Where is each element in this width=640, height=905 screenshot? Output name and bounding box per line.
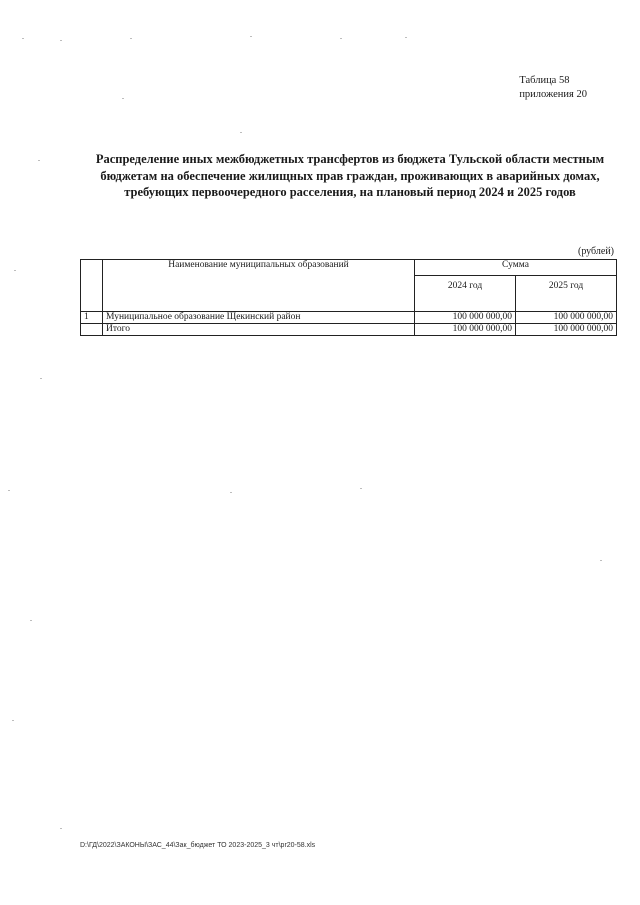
transfers-table bbox=[80, 259, 617, 336]
scan-speck bbox=[130, 38, 132, 39]
appendix-label: приложения 20 bbox=[519, 89, 587, 100]
table-reference bbox=[519, 74, 587, 102]
table-header-row-1 bbox=[81, 260, 617, 276]
row-value-2025: 100 000 000,00 bbox=[516, 312, 617, 324]
scan-speck bbox=[30, 620, 32, 621]
total-row bbox=[81, 324, 617, 336]
scan-speck bbox=[122, 98, 124, 99]
header-municipality-name: Наименование муниципальных образований bbox=[103, 260, 415, 312]
table-number-label: Таблица 58 bbox=[519, 75, 570, 86]
title-line-3: требующих первоочередного расселения, на плановый период 2024 и 2025 годов bbox=[124, 185, 576, 199]
units-label: (рублей) bbox=[577, 246, 614, 257]
file-path-footer: D:\ГД\2022\ЗАКОНЫ\ЗАС_44\Зак_бюджет ТО 2023-2025_3 чт\pr20-58.xls bbox=[80, 842, 316, 849]
total-value-2024: 100 000 000,00 bbox=[415, 324, 516, 336]
scan-speck bbox=[60, 40, 62, 41]
header-year-2024: 2024 год bbox=[415, 276, 516, 312]
scan-speck bbox=[38, 160, 40, 161]
total-number bbox=[81, 324, 103, 336]
table-row bbox=[81, 312, 617, 324]
scan-speck bbox=[14, 270, 16, 271]
scan-speck bbox=[8, 490, 10, 491]
scan-speck bbox=[600, 560, 602, 561]
row-number: 1 bbox=[81, 312, 103, 324]
title-line-1: Распределение иных межбюджетных трансфертов из бюджета Тульской области местным bbox=[95, 152, 605, 166]
scan-speck bbox=[340, 38, 342, 39]
scan-speck bbox=[360, 488, 362, 489]
scan-speck bbox=[40, 378, 42, 379]
header-year-2025: 2025 год bbox=[516, 276, 617, 312]
scan-speck bbox=[22, 38, 24, 39]
scan-speck bbox=[240, 132, 242, 133]
title-line-2: бюджетам на обеспечение жилищных прав граждан, проживающих в аварийных домах, bbox=[100, 168, 600, 183]
scan-speck bbox=[12, 720, 14, 721]
scan-speck bbox=[250, 36, 252, 37]
row-value-2024: 100 000 000,00 bbox=[415, 312, 516, 324]
scan-speck bbox=[405, 37, 407, 38]
scan-speck bbox=[230, 492, 232, 493]
header-sum: Сумма bbox=[415, 260, 617, 276]
document-title bbox=[80, 151, 620, 201]
header-number-cell bbox=[81, 260, 103, 312]
total-label: Итого bbox=[103, 324, 415, 336]
total-value-2025: 100 000 000,00 bbox=[516, 324, 617, 336]
row-municipality: Муниципальное образование Щекинский район bbox=[103, 312, 415, 324]
scan-speck bbox=[60, 828, 62, 829]
